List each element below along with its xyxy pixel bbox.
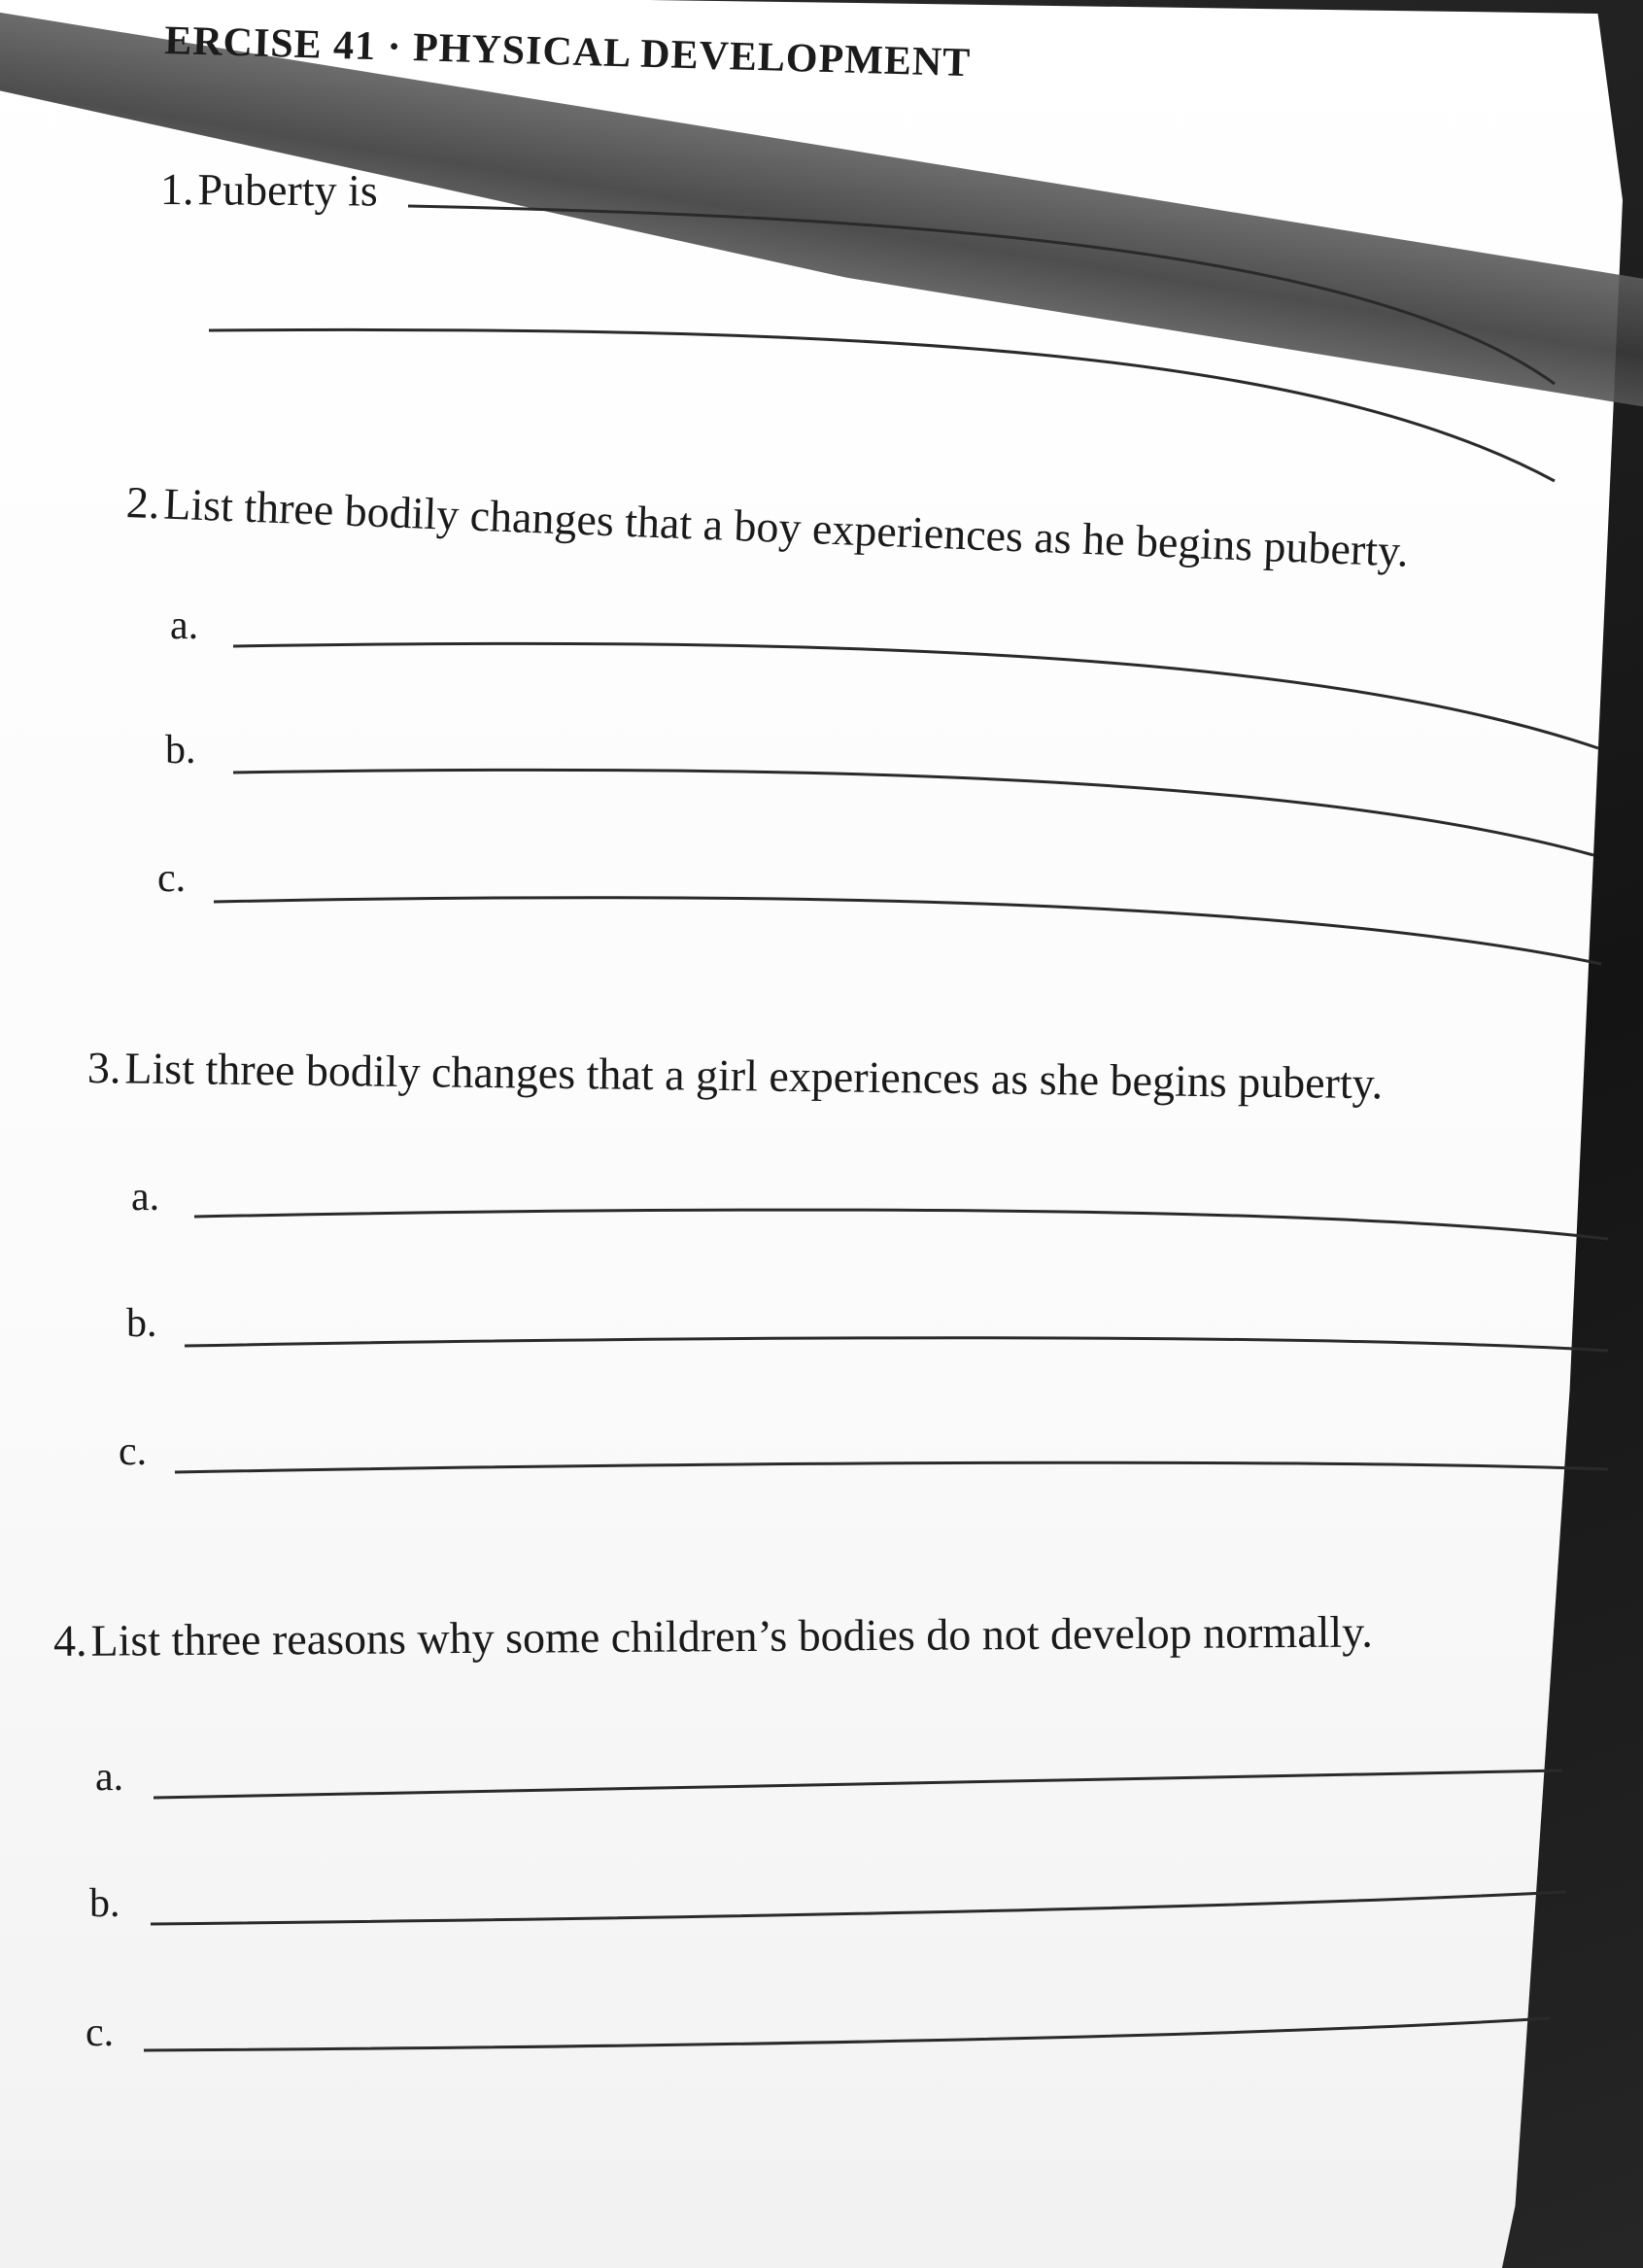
question-2-item-b-label: b. [165, 728, 196, 773]
question-3-item-b-label: b. [126, 1301, 157, 1346]
answer-line-q1-2 [209, 329, 1555, 481]
answer-line-q4-a [154, 1770, 1562, 1798]
question-4-item-c-label: c. [86, 2010, 115, 2055]
question-3-number: 3. [86, 1043, 121, 1093]
question-2-text: List three bodily changes that a boy experiences as he begins puberty. [162, 478, 1410, 576]
answer-line-q4-c [144, 2018, 1550, 2050]
question-4-text: List three reasons why some children’s bodies do not develop normally. [90, 1606, 1373, 1666]
question-4-number: 4. [52, 1615, 87, 1666]
question-3-text: List three bodily changes that a girl experiences as she begins puberty. [124, 1043, 1384, 1109]
answer-line-q3-c [175, 1462, 1608, 1472]
answer-line-q3-a [194, 1210, 1608, 1239]
answer-line-q2-c [214, 898, 1601, 964]
question-2-item-a-label: a. [170, 603, 199, 648]
answer-line-q3-b [185, 1338, 1608, 1351]
question-2-number: 2. [125, 477, 161, 529]
question-4-item-a-label: a. [95, 1755, 124, 1800]
answer-line-q2-a [233, 643, 1598, 748]
answer-line-q4-b [151, 1892, 1566, 1924]
question-3-item-c-label: c. [119, 1429, 148, 1474]
question-4-item-b-label: b. [89, 1881, 120, 1926]
question-4 [53, 1606, 1373, 1667]
answer-line-q2-b [233, 770, 1593, 855]
question-1-text: Puberty is [197, 164, 378, 216]
question-1-number: 1. [159, 164, 194, 215]
question-3-item-a-label: a. [131, 1175, 160, 1220]
question-2-item-c-label: c. [157, 856, 187, 901]
answer-line-q1-1 [408, 206, 1555, 384]
exercise-title: ERCISE 41 · PHYSICAL DEVELOPMENT [163, 17, 972, 86]
